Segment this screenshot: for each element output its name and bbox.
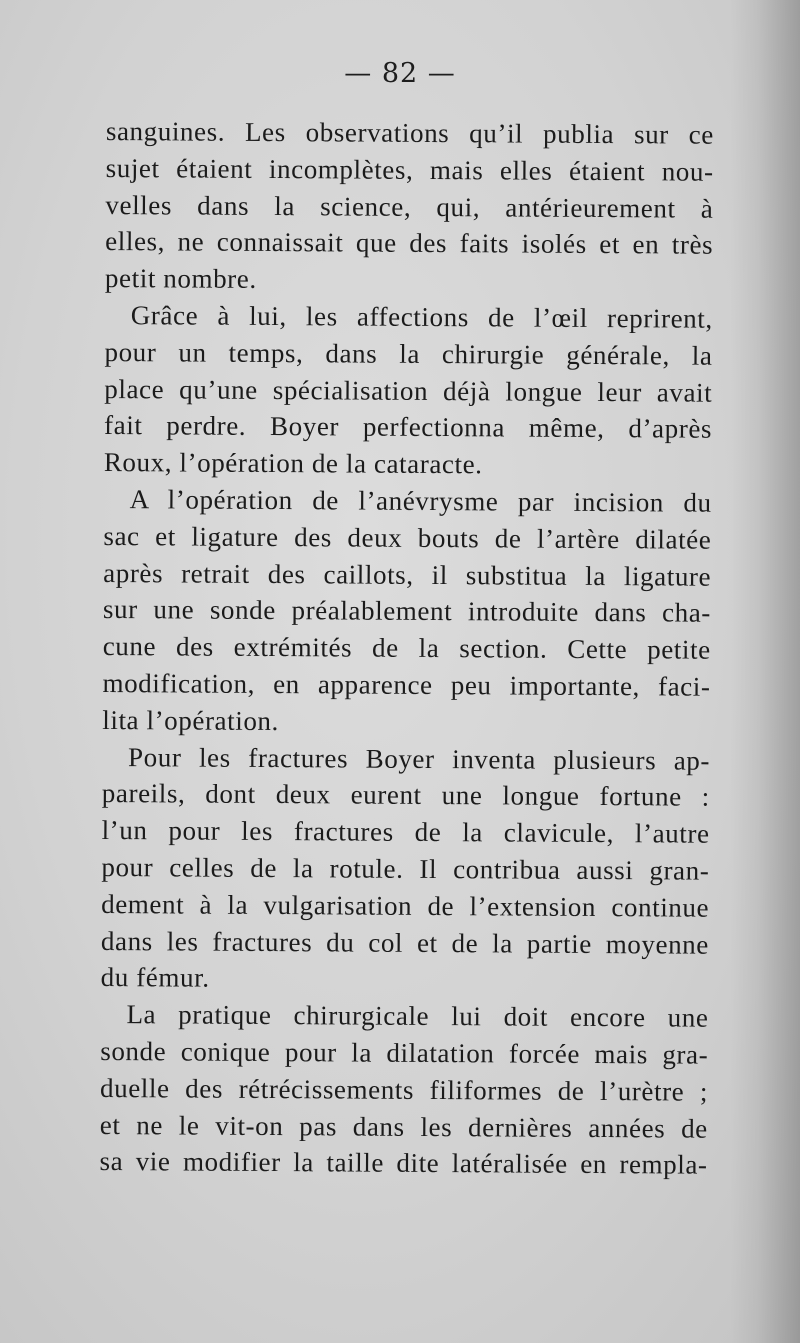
- text-line: lita l’opération.: [102, 704, 280, 736]
- text-line: Roux, l’opération de la cataracte.: [103, 447, 483, 480]
- text-line: cune des extrémités de la section. Cette petite: [102, 631, 711, 665]
- text-line: modification, en apparence peu importante, faci-: [102, 667, 711, 702]
- text-line: dement à la vulgarisation de l’extension continue: [101, 888, 710, 923]
- text-line: petit nombre.: [104, 263, 257, 295]
- text-line: sa vie modifier la taille dite latéralisée en rempla-: [99, 1146, 708, 1181]
- page-number: — 82 —: [344, 58, 456, 89]
- text-line: et ne le vit-on pas dans les dernières années de: [99, 1109, 708, 1144]
- text-line: du fémur.: [100, 962, 210, 993]
- paragraph-start-line: Grâce à lui, les affections de l’œil reprirent,: [130, 300, 713, 334]
- text-line: velles dans la science, qui, antérieurement à: [105, 189, 714, 224]
- text-line: dans les fractures du col et de la partie moyenne: [100, 925, 710, 960]
- text-line: sanguines. Les observations qu’il publia sur ce: [105, 115, 714, 150]
- text-line: fait perdre. Boyer perfectionna même, d’après: [104, 410, 713, 445]
- text-line: duelle des rétrécissements filiformes de l’urètre ;: [99, 1072, 709, 1107]
- text-line: après retrait des caillots, il substitua la ligature: [103, 557, 712, 592]
- paragraph-start-line: La pratique chirurgicale lui doit encore une: [126, 999, 709, 1033]
- text-line: sur une sonde préalablement introduite dans cha-: [102, 594, 712, 629]
- text-line: pour celles de la rotule. Il contribua aussi gran-: [101, 851, 710, 886]
- text-line: sac et ligature des deux bouts de l’artère dilatée: [103, 520, 712, 555]
- text-line: pareils, dont deux eurent une longue fortune :: [101, 778, 710, 813]
- text-line: sonde conique pour la dilatation forcée mais gra-: [100, 1035, 709, 1070]
- body-text: [99, 113, 714, 1184]
- text-line: l’un pour les fractures de la clavicule, l’autre: [101, 815, 710, 849]
- text-line: elles, ne connaissait que des faits isolés et en très: [105, 226, 714, 261]
- paragraph-start-line: A l’opération de l’anévrysme par incision du: [129, 484, 712, 518]
- paragraph-start-line: Pour les fractures Boyer inventa plusieurs ap-: [127, 741, 711, 776]
- text-line: place qu’une spécialisation déjà longue leur avait: [104, 373, 713, 408]
- text-line: sujet étaient incomplètes, mais elles étaient nou-: [105, 152, 714, 187]
- text-line: pour un temps, dans la chirurgie générale, la: [104, 336, 713, 371]
